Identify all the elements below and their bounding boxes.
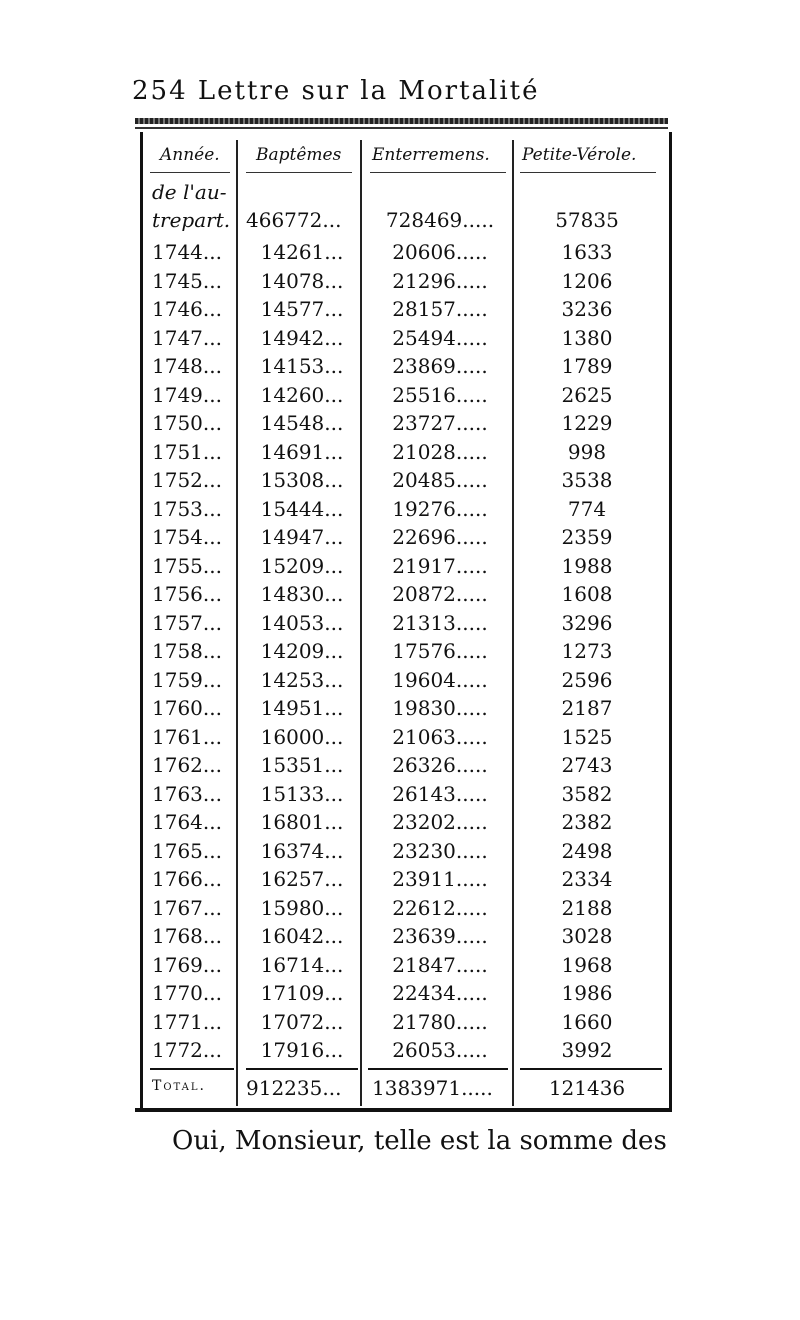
row-petite-verole: 2382 [561, 810, 613, 834]
total-enterremens: 1383971..... [372, 1076, 493, 1100]
row-year: 1765... [152, 839, 222, 863]
total-line [150, 1068, 234, 1070]
row-enterremens: 26053..... [392, 1038, 488, 1062]
row-baptemes: 14153... [260, 354, 344, 378]
column-header-petite-verole: Petite-Vérole. [522, 145, 637, 165]
row-enterremens: 19276..... [392, 497, 488, 521]
row-baptemes: 15351... [260, 753, 344, 777]
row-enterremens: 21847..... [392, 953, 488, 977]
row-enterremens: 17576..... [392, 639, 488, 663]
row-baptemes: 16042... [260, 924, 344, 948]
row-baptemes: 14053... [260, 611, 344, 635]
row-year: 1771... [152, 1010, 222, 1034]
row-year: 1759... [152, 668, 222, 692]
row-enterremens: 26326..... [392, 753, 488, 777]
row-petite-verole: 3028 [561, 924, 613, 948]
row-petite-verole: 1968 [561, 953, 613, 977]
row-baptemes: 16714... [260, 953, 344, 977]
first-row-year-line2: trepart. [152, 208, 231, 232]
row-year: 1769... [152, 953, 222, 977]
row-year: 1766... [152, 867, 222, 891]
row-petite-verole: 1633 [561, 240, 613, 264]
row-baptemes: 14942... [260, 326, 344, 350]
row-petite-verole: 1273 [561, 639, 613, 663]
row-baptemes: 14209... [260, 639, 344, 663]
row-year: 1744... [152, 240, 222, 264]
row-year: 1750... [152, 411, 222, 435]
top-rule [135, 118, 668, 124]
row-petite-verole: 1789 [561, 354, 613, 378]
row-year: 1754... [152, 525, 222, 549]
row-enterremens: 23911..... [392, 867, 488, 891]
bottom-rule [135, 1108, 671, 1112]
first-row-baptemes: 466772... [246, 208, 342, 232]
column-separator [360, 140, 362, 1106]
row-enterremens: 20606..... [392, 240, 488, 264]
row-baptemes: 14951... [260, 696, 344, 720]
row-petite-verole: 1608 [561, 582, 613, 606]
row-year: 1753... [152, 497, 222, 521]
column-header-annee: Année. [160, 145, 220, 165]
row-baptemes: 17109... [260, 981, 344, 1005]
row-petite-verole: 3992 [561, 1038, 613, 1062]
row-petite-verole: 2498 [561, 839, 613, 863]
row-enterremens: 25516..... [392, 383, 488, 407]
continuation-text: Oui, Monsieur, telle est la somme des [172, 1126, 667, 1156]
row-baptemes: 14548... [260, 411, 344, 435]
row-year: 1762... [152, 753, 222, 777]
row-petite-verole: 2743 [561, 753, 613, 777]
row-petite-verole: 2359 [561, 525, 613, 549]
row-year: 1768... [152, 924, 222, 948]
row-petite-verole: 998 [567, 440, 607, 464]
row-enterremens: 21313..... [392, 611, 488, 635]
first-row-year-line1: de l'au- [152, 180, 227, 204]
total-line [368, 1068, 508, 1070]
row-petite-verole: 3538 [561, 468, 613, 492]
row-enterremens: 22434..... [392, 981, 488, 1005]
row-year: 1760... [152, 696, 222, 720]
row-baptemes: 14261... [260, 240, 344, 264]
row-enterremens: 21028..... [392, 440, 488, 464]
row-baptemes: 16000... [260, 725, 344, 749]
row-petite-verole: 1229 [561, 411, 613, 435]
column-header-baptemes: Baptêmes [256, 145, 342, 165]
row-enterremens: 23869..... [392, 354, 488, 378]
row-petite-verole: 1525 [561, 725, 613, 749]
column-separator [512, 140, 514, 1106]
header-underline [246, 172, 352, 173]
row-enterremens: 21780..... [392, 1010, 488, 1034]
row-baptemes: 15209... [260, 554, 344, 578]
row-petite-verole: 1380 [561, 326, 613, 350]
column-separator [236, 140, 238, 1106]
row-baptemes: 16374... [260, 839, 344, 863]
row-year: 1756... [152, 582, 222, 606]
row-enterremens: 21296..... [392, 269, 488, 293]
row-petite-verole: 3582 [561, 782, 613, 806]
row-enterremens: 25494..... [392, 326, 488, 350]
row-enterremens: 19604..... [392, 668, 488, 692]
row-petite-verole: 2625 [561, 383, 613, 407]
row-baptemes: 16257... [260, 867, 344, 891]
total-line [246, 1068, 358, 1070]
row-enterremens: 20485..... [392, 468, 488, 492]
row-enterremens: 19830..... [392, 696, 488, 720]
row-year: 1755... [152, 554, 222, 578]
row-petite-verole: 1986 [561, 981, 613, 1005]
row-year: 1763... [152, 782, 222, 806]
row-enterremens: 23727..... [392, 411, 488, 435]
row-enterremens: 26143..... [392, 782, 488, 806]
row-petite-verole: 2187 [561, 696, 613, 720]
row-petite-verole: 2334 [561, 867, 613, 891]
total-label: Total. [152, 1078, 206, 1094]
row-year: 1770... [152, 981, 222, 1005]
row-petite-verole: 3296 [561, 611, 613, 635]
row-baptemes: 14078... [260, 269, 344, 293]
page-header: 254 Lettre sur la Mortalité [132, 76, 540, 106]
row-petite-verole: 1206 [561, 269, 613, 293]
row-petite-verole: 1660 [561, 1010, 613, 1034]
row-baptemes: 16801... [260, 810, 344, 834]
row-baptemes: 17072... [260, 1010, 344, 1034]
row-year: 1772... [152, 1038, 222, 1062]
row-petite-verole: 2188 [561, 896, 613, 920]
row-year: 1748... [152, 354, 222, 378]
row-year: 1761... [152, 725, 222, 749]
row-enterremens: 22696..... [392, 525, 488, 549]
row-baptemes: 15308... [260, 468, 344, 492]
header-underline [520, 172, 656, 173]
row-enterremens: 21917..... [392, 554, 488, 578]
row-enterremens: 21063..... [392, 725, 488, 749]
top-rule-thin [135, 127, 668, 129]
row-enterremens: 28157..... [392, 297, 488, 321]
first-row-petite-verole: 57835 [555, 208, 619, 232]
row-baptemes: 14253... [260, 668, 344, 692]
row-year: 1747... [152, 326, 222, 350]
total-petite-verole: 121436 [548, 1076, 626, 1100]
header-underline [150, 172, 230, 173]
row-baptemes: 14260... [260, 383, 344, 407]
row-year: 1749... [152, 383, 222, 407]
row-year: 1751... [152, 440, 222, 464]
row-enterremens: 23230..... [392, 839, 488, 863]
row-baptemes: 14577... [260, 297, 344, 321]
row-baptemes: 15980... [260, 896, 344, 920]
row-year: 1746... [152, 297, 222, 321]
row-year: 1757... [152, 611, 222, 635]
row-petite-verole: 3236 [561, 297, 613, 321]
row-year: 1767... [152, 896, 222, 920]
row-enterremens: 23202..... [392, 810, 488, 834]
column-header-enterremens: Enterremens. [372, 145, 490, 165]
first-row-enterremens: 728469..... [385, 208, 495, 232]
total-baptemes: 912235... [246, 1076, 342, 1100]
row-year: 1758... [152, 639, 222, 663]
header-underline [370, 172, 506, 173]
row-petite-verole: 774 [567, 497, 607, 521]
row-petite-verole: 1988 [561, 554, 613, 578]
row-year: 1745... [152, 269, 222, 293]
row-baptemes: 14691... [260, 440, 344, 464]
row-baptemes: 15133... [260, 782, 344, 806]
row-year: 1764... [152, 810, 222, 834]
row-baptemes: 14830... [260, 582, 344, 606]
row-enterremens: 22612..... [392, 896, 488, 920]
row-year: 1752... [152, 468, 222, 492]
row-baptemes: 17916... [260, 1038, 344, 1062]
row-baptemes: 15444... [260, 497, 344, 521]
row-baptemes: 14947... [260, 525, 344, 549]
row-enterremens: 20872..... [392, 582, 488, 606]
row-petite-verole: 2596 [561, 668, 613, 692]
total-line [520, 1068, 662, 1070]
row-enterremens: 23639..... [392, 924, 488, 948]
